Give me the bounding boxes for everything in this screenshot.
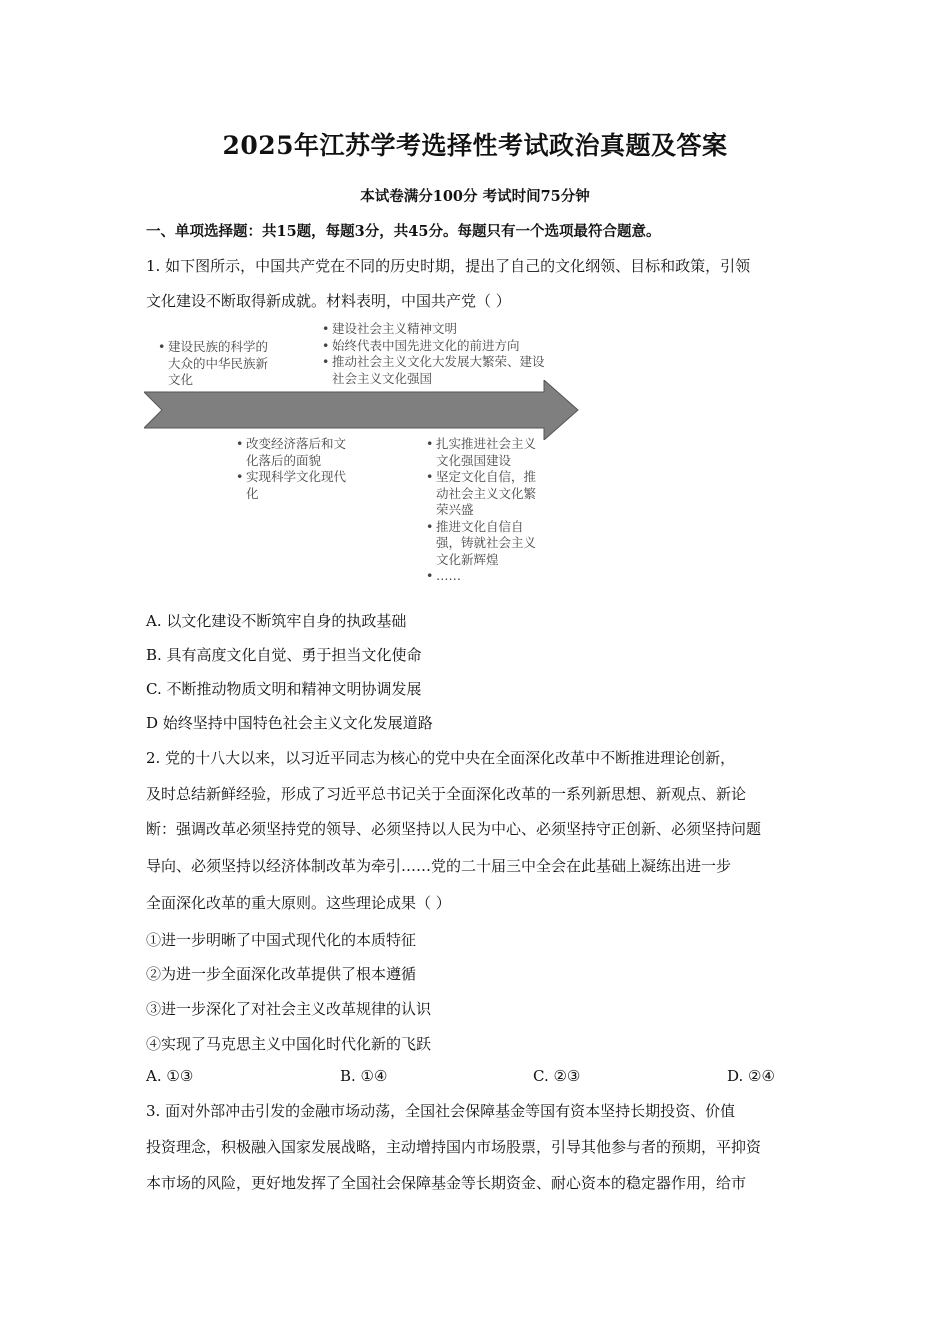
q2-stem-line: 断：强调改革必须坚持党的领导、必须坚持以人民为中心、必须坚持守正创新、必须坚持问题 xyxy=(146,820,762,838)
q2-option-d: D. ②④ xyxy=(727,1067,775,1085)
diagram-item: • 始终代表中国先进文化的前进方向 xyxy=(322,338,550,355)
diagram-item: • 建设民族的科学的大众的中华民族新文化 xyxy=(158,339,268,389)
diagram-item: • 建设社会主义精神文明 xyxy=(322,321,550,338)
page-title: 2025年江苏学考选择性考试政治真题及答案 xyxy=(222,131,728,160)
q2-option-a: A. ①③ xyxy=(146,1067,194,1085)
q2-statement-1: ①进一步明晰了中国式现代化的本质特征 xyxy=(146,931,417,949)
q2-statement-2: ②为进一步全面深化改革提供了根本遵循 xyxy=(146,965,417,983)
q3-stem-line: 投资理念，积极融入国家发展战略，主动增持国内市场股票，引导其他参与者的预期，平抑资 xyxy=(146,1138,762,1156)
diagram-item: • 推进文化自信自强，铸就社会主义文化新辉煌 xyxy=(426,519,548,569)
q1-option-a: A. 以文化建设不断筑牢自身的执政基础 xyxy=(146,612,407,630)
q2-option-c: C. ②③ xyxy=(533,1067,581,1085)
q2-stem-line: 及时总结新鲜经验，形成了习近平总书记关于全面深化改革的一系列新思想、新观点、新论 xyxy=(146,785,747,803)
q1-option-b: B. 具有高度文化自觉、勇于担当文化使命 xyxy=(146,646,422,664)
q2-stem-line: 导向、必须坚持以经济体制改革为牵引……党的二十届三中全会在此基础上凝练出进一步 xyxy=(146,857,732,875)
diagram-group-1 xyxy=(158,339,268,389)
q2-stem-line: 全面深化改革的重大原则。这些理论成果（ ） xyxy=(146,894,451,912)
diagram-item: • …… xyxy=(426,568,548,585)
q2-stem-line: 2. 党的十八大以来，以习近平同志为核心的党中央在全面深化改革中不断推进理论创新， xyxy=(146,749,736,767)
q1-option-d: D 始终坚持中国特色社会主义文化发展道路 xyxy=(146,714,433,732)
diagram-item: • 坚定文化自信，推动社会主义文化繁荣兴盛 xyxy=(426,469,548,519)
section-heading: 一、单项选择题：共15题，每题3分，共45分。每题只有一个选项最符合题意。 xyxy=(146,223,661,240)
q1-option-c: C. 不断推动物质文明和精神文明协调发展 xyxy=(146,680,422,698)
q2-statement-3: ③进一步深化了对社会主义改革规律的认识 xyxy=(146,1000,432,1018)
diagram-item: • 扎实推进社会主义文化强国建设 xyxy=(426,436,548,469)
diagram-item: • 改变经济落后和文化落后的面貌 xyxy=(236,436,348,469)
page-subtitle: 本试卷满分100分 考试时间75分钟 xyxy=(360,188,590,205)
q1-stem-line: 1. 如下图所示，中国共产党在不同的历史时期，提出了自己的文化纲领、目标和政策，引领 xyxy=(146,257,751,275)
q3-stem-line: 3. 面对外部冲击引发的金融市场动荡，全国社会保障基金等国有资本坚持长期投资、价值 xyxy=(146,1102,736,1120)
diagram-group-4 xyxy=(426,436,548,585)
q2-statement-4: ④实现了马克思主义中国化时代化新的飞跃 xyxy=(146,1035,432,1053)
diagram-group-2 xyxy=(236,436,348,502)
q2-option-b: B. ①④ xyxy=(340,1067,388,1085)
timeline-arrow xyxy=(144,380,584,440)
diagram-item: • 实现科学文化现代化 xyxy=(236,469,348,502)
diagram-item: • 推动社会主义文化大发展大繁荣、建设社会主义文化强国 xyxy=(322,354,550,387)
q3-stem-line: 本市场的风险，更好地发挥了全国社会保障基金等长期资金、耐心资本的稳定器作用，给市 xyxy=(146,1174,747,1192)
q1-timeline-diagram xyxy=(144,318,584,588)
diagram-group-3 xyxy=(322,321,550,387)
q1-stem-line: 文化建设不断取得新成就。材料表明，中国共产党（ ） xyxy=(146,292,511,310)
